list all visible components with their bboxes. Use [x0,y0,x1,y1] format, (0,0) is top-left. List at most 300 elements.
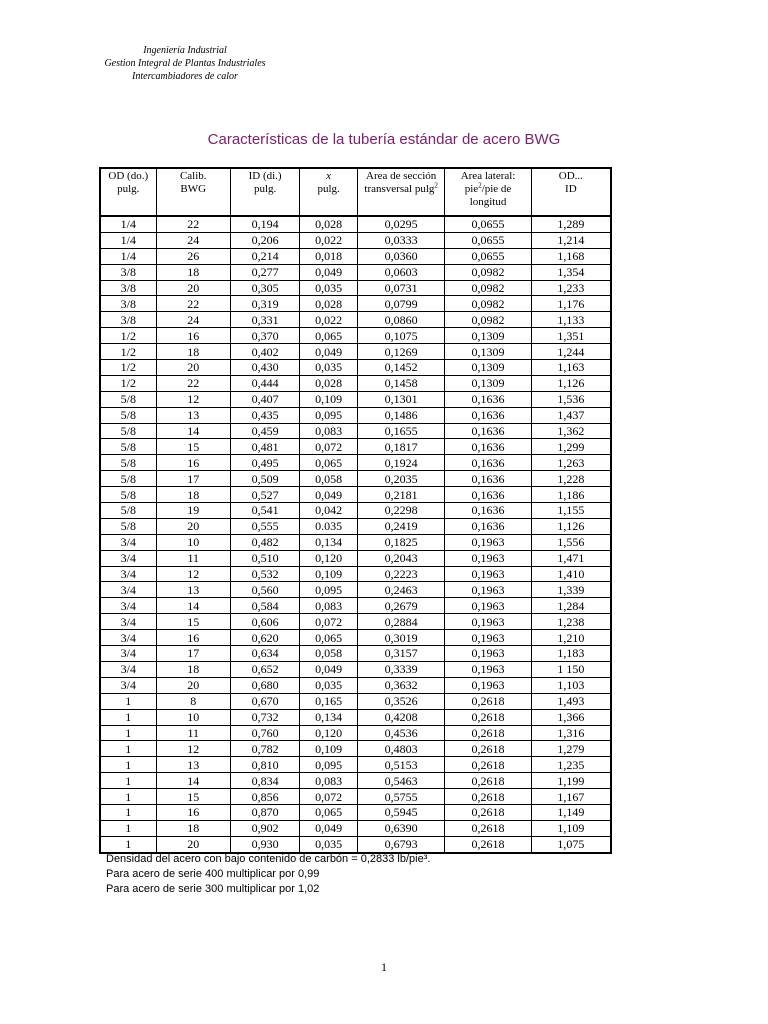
cell-id: 0,402 [231,344,300,360]
header-lateral-area: Area lateral: pie$^2$/pie de longitud [445,169,531,217]
cell-od-id-ratio: 1,126 [532,519,610,535]
cell-cross-section: 0,3019 [358,630,445,646]
table-row [101,344,610,360]
cell-lateral-area: 0,2618 [445,837,531,852]
cell-bwg: 20 [157,281,231,297]
cell-cross-section: 0,1458 [358,376,445,392]
cell-id: 0,670 [231,694,300,710]
cell-thickness: 0,083 [300,773,358,789]
cell-lateral-area: 0,1963 [445,630,531,646]
table-row [101,773,610,789]
cell-thickness: 0,072 [300,789,358,805]
cell-od-id-ratio: 1,186 [532,487,610,503]
cell-thickness: 0,109 [300,567,358,583]
cell-thickness: 0,022 [300,312,358,328]
cell-thickness: 0,134 [300,535,358,551]
header-bwg: Calib. BWG [157,169,231,217]
table-row [101,726,610,742]
cell-thickness: 0,120 [300,726,358,742]
cell-od-id-ratio: 1,233 [532,281,610,297]
cell-cross-section: 0,1486 [358,408,445,424]
cell-od: 1/2 [101,360,157,376]
cell-lateral-area: 0,2618 [445,694,531,710]
table-row [101,376,610,392]
cell-cross-section: 0,2679 [358,598,445,614]
note-series-300: Para acero de serie 300 multiplicar por 1,02 [106,883,320,895]
cell-thickness: 0,028 [300,296,358,312]
cell-thickness: 0,065 [300,630,358,646]
cell-od-id-ratio: 1,199 [532,773,610,789]
cell-thickness: 0,049 [300,662,358,678]
cell-od-id-ratio: 1,244 [532,344,610,360]
cell-bwg: 12 [157,392,231,408]
cell-od-id-ratio: 1,279 [532,741,610,757]
cell-bwg: 20 [157,837,231,852]
cell-id: 0,510 [231,551,300,567]
cell-bwg: 22 [157,217,231,233]
table-row [101,535,610,551]
table-row [101,392,610,408]
cell-cross-section: 0,0799 [358,296,445,312]
cell-lateral-area: 0,2618 [445,821,531,837]
cell-thickness: 0,049 [300,344,358,360]
cell-thickness: 0,072 [300,614,358,630]
table-row [101,694,610,710]
cell-lateral-area: 0,1636 [445,408,531,424]
header-id: ID (di.) pulg. [231,169,300,217]
cell-lateral-area: 0,1636 [445,487,531,503]
cell-bwg: 11 [157,726,231,742]
cell-cross-section: 0,0295 [358,217,445,233]
cell-lateral-area: 0,1636 [445,439,531,455]
notes [106,852,430,897]
cell-cross-section: 0,0360 [358,249,445,265]
cell-bwg: 17 [157,646,231,662]
cell-lateral-area: 0,2618 [445,789,531,805]
cell-od-id-ratio: 1,176 [532,296,610,312]
cell-od: 1/2 [101,328,157,344]
cell-od: 1/2 [101,344,157,360]
cell-thickness: 0,049 [300,821,358,837]
cell-cross-section: 0,0333 [358,233,445,249]
cell-cross-section: 0,0860 [358,312,445,328]
cell-bwg: 17 [157,471,231,487]
header-cross-section: Area de sección transversal pulg$^2$ [358,169,445,217]
cell-lateral-area: 0,1963 [445,582,531,598]
cell-thickness: 0,065 [300,805,358,821]
table-row [101,360,610,376]
cell-cross-section: 0,1825 [358,535,445,551]
cell-od: 3/8 [101,296,157,312]
cell-bwg: 18 [157,344,231,360]
table-row [101,757,610,773]
table-row [101,614,610,630]
cell-cross-section: 0,5945 [358,805,445,821]
cell-bwg: 8 [157,694,231,710]
cell-od: 1 [101,805,157,821]
table-row [101,710,610,726]
cell-bwg: 20 [157,360,231,376]
cell-od: 3/4 [101,598,157,614]
cell-id: 0,194 [231,217,300,233]
header-line-3: Intercambiadores de calor [132,71,238,82]
cell-cross-section: 0,1269 [358,344,445,360]
cell-lateral-area: 0,1963 [445,567,531,583]
cell-id: 0,532 [231,567,300,583]
cell-od-id-ratio: 1,284 [532,598,610,614]
cell-od: 3/4 [101,630,157,646]
cell-id: 0,527 [231,487,300,503]
cell-lateral-area: 0,1636 [445,519,531,535]
cell-bwg: 15 [157,789,231,805]
cell-thickness: 0,035 [300,837,358,852]
cell-bwg: 14 [157,773,231,789]
header-od: OD (do.) pulg. [101,169,157,217]
cell-lateral-area: 0,0655 [445,233,531,249]
header-od-id-ratio: OD... ID [532,169,610,217]
cell-od: 1 [101,726,157,742]
cell-id: 0,319 [231,296,300,312]
table-row [101,265,610,281]
cell-bwg: 10 [157,710,231,726]
cell-lateral-area: 0,2618 [445,805,531,821]
cell-cross-section: 0,1452 [358,360,445,376]
cell-lateral-area: 0,2618 [445,741,531,757]
cell-od-id-ratio: 1,214 [532,233,610,249]
cell-id: 0,331 [231,312,300,328]
cell-id: 0,435 [231,408,300,424]
cell-id: 0,634 [231,646,300,662]
cell-od-id-ratio: 1,238 [532,614,610,630]
cell-cross-section: 0,3339 [358,662,445,678]
cell-od-id-ratio: 1,183 [532,646,610,662]
cell-thickness: 0,095 [300,408,358,424]
cell-id: 0,870 [231,805,300,821]
cell-bwg: 24 [157,233,231,249]
cell-bwg: 14 [157,598,231,614]
cell-thickness: 0,035 [300,360,358,376]
cell-lateral-area: 0,1636 [445,503,531,519]
header-thickness: x pulg. [300,169,358,217]
cell-od: 5/8 [101,455,157,471]
table-row [101,805,610,821]
cell-bwg: 26 [157,249,231,265]
cell-od: 1/2 [101,376,157,392]
table-body [101,217,610,852]
cell-od-id-ratio: 1,210 [532,630,610,646]
cell-bwg: 18 [157,662,231,678]
cell-bwg: 13 [157,408,231,424]
cell-bwg: 18 [157,265,231,281]
cell-od-id-ratio: 1,289 [532,217,610,233]
cell-od-id-ratio: 1,351 [532,328,610,344]
cell-thickness: 0,028 [300,217,358,233]
cell-thickness: 0,134 [300,710,358,726]
cell-id: 0,495 [231,455,300,471]
cell-od-id-ratio: 1,149 [532,805,610,821]
cell-id: 0,444 [231,376,300,392]
cell-thickness: 0,083 [300,598,358,614]
cell-id: 0,459 [231,424,300,440]
cell-bwg: 18 [157,821,231,837]
cell-od-id-ratio: 1,437 [532,408,610,424]
cell-od-id-ratio: 1,493 [532,694,610,710]
cell-id: 0,584 [231,598,300,614]
cell-od: 1 [101,821,157,837]
cell-od: 5/8 [101,424,157,440]
table-row [101,439,610,455]
cell-od: 3/4 [101,662,157,678]
cell-id: 0,902 [231,821,300,837]
table-row [101,789,610,805]
cell-od-id-ratio: 1,235 [532,757,610,773]
table-row [101,408,610,424]
cell-od: 1/4 [101,233,157,249]
cell-lateral-area: 0,1963 [445,551,531,567]
cell-od: 3/4 [101,614,157,630]
cell-id: 0,620 [231,630,300,646]
cell-thickness: 0,049 [300,487,358,503]
table-row [101,630,610,646]
cell-bwg: 16 [157,805,231,821]
cell-id: 0,680 [231,678,300,694]
cell-od: 5/8 [101,408,157,424]
cell-od: 1 [101,741,157,757]
note-density: Densidad del acero con bajo contenido de carbón = 0,2833 lb/pie³. [106,853,431,865]
cell-od-id-ratio: 1,075 [557,837,585,852]
cell-bwg: 16 [157,630,231,646]
table-row [101,312,610,328]
cell-cross-section: 0,1075 [358,328,445,344]
cell-cross-section: 0,3157 [358,646,445,662]
cell-cross-section: 0,2181 [358,487,445,503]
cell-od: 1 [101,837,157,852]
cell-thickness: 0,165 [300,694,358,710]
note-series-400: Para acero de serie 400 multiplicar por 0,99 [106,868,320,880]
cell-cross-section: 0,4208 [358,710,445,726]
cell-bwg: 15 [157,439,231,455]
cell-thickness: 0.035 [300,519,358,535]
table-row [101,567,610,583]
cell-bwg: 20 [157,678,231,694]
cell-od-id-ratio: 1,366 [532,710,610,726]
table-row [101,551,610,567]
cell-od: 5/8 [101,439,157,455]
cell-od-id-ratio: 1,109 [532,821,610,837]
cell-cross-section: 0,1817 [358,439,445,455]
cell-id: 0,430 [231,360,300,376]
cell-bwg: 11 [157,551,231,567]
cell-bwg: 13 [157,582,231,598]
table-row [101,503,610,519]
cell-od-id-ratio: 1,168 [532,249,610,265]
table-row [101,662,610,678]
cell-cross-section: 0,1301 [358,392,445,408]
cell-thickness: 0,058 [300,471,358,487]
table-row [101,487,610,503]
cell-od-id-ratio: 1,536 [532,392,610,408]
table-row [101,582,610,598]
cell-bwg: 18 [157,487,231,503]
cell-id: 0,652 [231,662,300,678]
table-row [101,249,610,265]
cell-cross-section: 0,2884 [358,614,445,630]
cell-thickness: 0,072 [300,439,358,455]
cell-bwg: 12 [157,741,231,757]
cell-lateral-area: 0,0982 [445,296,531,312]
table-title: Características de la tubería estándar de acero BWG [207,131,561,148]
table-row [101,837,610,852]
cell-od: 5/8 [101,503,157,519]
cell-od-id-ratio: 1 150 [532,662,610,678]
cell-od-id-ratio: 1,103 [532,678,610,694]
cell-od-id-ratio: 1,167 [532,789,610,805]
cell-lateral-area: 0,1636 [445,455,531,471]
cell-od: 3/4 [101,535,157,551]
cell-id: 0,370 [231,328,300,344]
cell-od-id-ratio: 1,133 [532,312,610,328]
cell-od: 3/8 [101,265,157,281]
cell-id: 0,782 [231,741,300,757]
cell-cross-section: 0,0603 [358,265,445,281]
cell-od: 1/4 [101,217,157,233]
cell-cross-section: 0,3632 [358,678,445,694]
table-row [101,821,610,837]
document-header [0,44,370,83]
table-row [101,678,610,694]
cell-thickness: 0,058 [300,646,358,662]
cell-cross-section: 0,6390 [358,821,445,837]
cell-od-id-ratio: 1,163 [532,360,610,376]
cell-cross-section: 0,2043 [358,551,445,567]
table-row [101,519,610,535]
cell-od-id-ratio: 1,362 [532,424,610,440]
cell-thickness: 0,022 [300,233,358,249]
cell-od: 5/8 [101,471,157,487]
cell-lateral-area: 0,0982 [445,312,531,328]
table-row [101,646,610,662]
cell-id: 0,206 [231,233,300,249]
cell-bwg: 10 [157,535,231,551]
cell-lateral-area: 0,0655 [445,217,531,233]
cell-thickness: 0,095 [300,582,358,598]
cell-lateral-area: 0,1309 [445,344,531,360]
cell-cross-section: 0,5463 [358,773,445,789]
cell-id: 0,481 [231,439,300,455]
cell-id: 0,834 [231,773,300,789]
cell-od: 1/4 [101,249,157,265]
cell-od: 3/4 [101,678,157,694]
cell-cross-section: 0,0731 [358,281,445,297]
header-line-1: Ingeniería Industrial [143,45,227,56]
cell-od-id-ratio: 1,155 [532,503,610,519]
cell-id: 0,482 [231,535,300,551]
cell-od-id-ratio: 1,299 [532,439,610,455]
cell-lateral-area: 0,2618 [445,757,531,773]
cell-thickness: 0,120 [300,551,358,567]
cell-id: 0,407 [231,392,300,408]
cell-cross-section: 0,5755 [358,789,445,805]
table-row [101,471,610,487]
cell-lateral-area: 0,0982 [445,265,531,281]
cell-id: 0,541 [231,503,300,519]
table-row [101,455,610,471]
cell-id: 0,214 [231,249,300,265]
cell-id: 0,277 [231,265,300,281]
cell-od: 3/4 [101,582,157,598]
cell-id: 0,810 [231,757,300,773]
cell-lateral-area: 0,2618 [445,710,531,726]
table-row [101,328,610,344]
cell-od: 3/8 [101,312,157,328]
cell-cross-section: 0,4803 [358,741,445,757]
cell-lateral-area: 0,1963 [445,662,531,678]
cell-cross-section: 0,2463 [358,582,445,598]
cell-lateral-area: 0,1963 [445,646,531,662]
cell-od: 3/8 [101,281,157,297]
cell-od-id-ratio: 1,556 [532,535,610,551]
cell-bwg: 22 [157,296,231,312]
cell-od-id-ratio: 1,471 [532,551,610,567]
cell-bwg: 16 [157,455,231,471]
cell-bwg: 19 [157,503,231,519]
cell-od: 3/4 [101,567,157,583]
cell-thickness: 0,035 [300,281,358,297]
cell-od: 1 [101,773,157,789]
cell-lateral-area: 0,1963 [445,598,531,614]
cell-cross-section: 0,2035 [358,471,445,487]
cell-cross-section: 0,2223 [358,567,445,583]
cell-od-id-ratio: 1,263 [532,455,610,471]
cell-id: 0,305 [231,281,300,297]
cell-lateral-area: 0,1963 [445,678,531,694]
cell-thickness: 0,083 [300,424,358,440]
cell-cross-section: 0,4536 [358,726,445,742]
cell-thickness: 0,035 [300,678,358,694]
cell-bwg: 16 [157,328,231,344]
table-row [101,233,610,249]
table-row [101,741,610,757]
cell-lateral-area: 0,1636 [445,392,531,408]
cell-bwg: 22 [157,376,231,392]
cell-lateral-area: 0,0655 [445,249,531,265]
cell-bwg: 20 [157,519,231,535]
table-header-row [101,169,610,217]
cell-od: 5/8 [101,519,157,535]
cell-thickness: 0,042 [300,503,358,519]
cell-id: 0,560 [231,582,300,598]
cell-cross-section: 0,2419 [358,519,445,535]
cell-thickness: 0,095 [300,757,358,773]
cell-cross-section: 0,2298 [358,503,445,519]
cell-od-id-ratio: 1,410 [532,567,610,583]
cell-lateral-area: 0,1636 [445,471,531,487]
table-row [101,296,610,312]
cell-lateral-area: 0,1309 [445,328,531,344]
cell-thickness: 0,065 [300,328,358,344]
cell-od-id-ratio: 1,228 [532,471,610,487]
header-line-2: Gestion Integral de Plantas Industriales [104,58,266,69]
cell-id: 0,555 [231,519,300,535]
cell-id: 0,732 [231,710,300,726]
page-number: 1 [381,960,387,974]
cell-thickness: 0,028 [300,376,358,392]
cell-thickness: 0,049 [300,265,358,281]
cell-cross-section: 0,1924 [358,455,445,471]
cell-lateral-area: 0,1963 [445,535,531,551]
cell-od-id-ratio: 1,126 [532,376,610,392]
cell-od: 3/4 [101,551,157,567]
